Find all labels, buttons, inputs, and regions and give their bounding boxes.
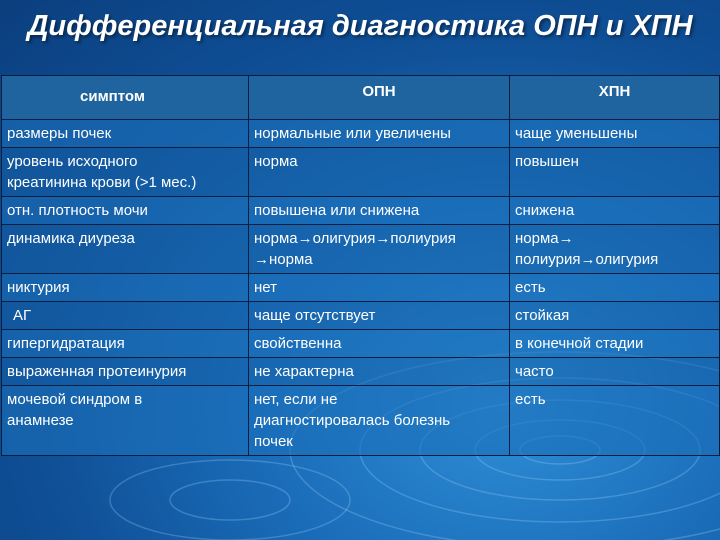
hpn-cell: есть: [510, 386, 720, 456]
table-row: [2, 386, 720, 456]
symptom-cell: никтурия: [2, 274, 249, 302]
opn-cell: норма→олигурия→полиурия →норма: [249, 225, 510, 274]
symptom-cell: мочевой синдром в анамнезе: [2, 386, 249, 456]
hpn-cell: есть: [510, 274, 720, 302]
header-opn: ОПН: [249, 76, 510, 120]
hpn-cell: стойкая: [510, 302, 720, 330]
symptom-cell: отн. плотность мочи: [2, 197, 249, 225]
opn-cell: нет, если не диагностировалась болезнь почек: [249, 386, 510, 456]
header-symptom: симптом: [2, 76, 249, 120]
opn-cell: чаще отсутствует: [249, 302, 510, 330]
slide-title: Дифференциальная диагностика ОПН и ХПН: [27, 10, 693, 42]
hpn-cell: снижена: [510, 197, 720, 225]
symptom-cell: размеры почек: [2, 120, 249, 148]
opn-cell: нет: [249, 274, 510, 302]
table-row: [2, 225, 720, 274]
hpn-cell: норма→ полиурия→олигурия: [510, 225, 720, 274]
table-row: [2, 302, 720, 330]
symptom-cell: динамика диуреза: [2, 225, 249, 274]
diagnosis-table: [1, 75, 720, 456]
hpn-cell: чаще уменьшены: [510, 120, 720, 148]
table-header-row: [2, 76, 720, 120]
opn-cell: повышена или снижена: [249, 197, 510, 225]
header-hpn: ХПН: [510, 76, 720, 120]
symptom-cell: выраженная протеинурия: [2, 358, 249, 386]
hpn-cell: часто: [510, 358, 720, 386]
hpn-cell: в конечной стадии: [510, 330, 720, 358]
table-row: [2, 120, 720, 148]
opn-cell: не характерна: [249, 358, 510, 386]
table-row: [2, 330, 720, 358]
symptom-cell: АГ: [2, 302, 249, 330]
opn-cell: нормальные или увеличены: [249, 120, 510, 148]
table-row: [2, 274, 720, 302]
hpn-cell: повышен: [510, 148, 720, 197]
opn-cell: норма: [249, 148, 510, 197]
table-row: [2, 148, 720, 197]
opn-cell: свойственна: [249, 330, 510, 358]
table-row: [2, 197, 720, 225]
symptom-cell: гипергидратация: [2, 330, 249, 358]
table-row: [2, 358, 720, 386]
symptom-cell: уровень исходного креатинина крови (>1 мес.): [2, 148, 249, 197]
